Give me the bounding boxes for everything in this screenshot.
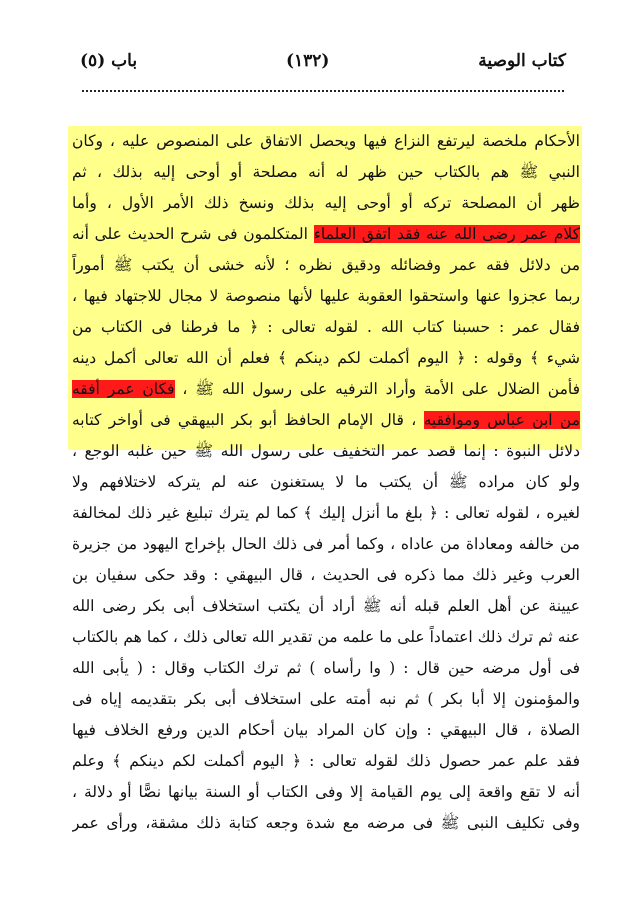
text-line: لغيره ، لقوله تعالى : ﴿ بلغ ما أنزل إليك ﴾ كما لم يترك تبليغ غير ذلك لمخالفة: [72, 504, 580, 522]
text-segment: ، قال الإمام الحافظ أبو بكر البيهقي فى أواخر كتابه: [72, 411, 417, 429]
text-line: أنه لا تقع واقعة إلى يوم القيامة إلا وفى الكتاب أو السنة بيانها نصًّا أو دلالة ،: [72, 783, 580, 801]
text-line: ولو كان مراده ﷺ أن يكتب ما لا يستغنون عنه لم يتركه لاختلافهم ولا: [72, 473, 580, 491]
red-highlight: من ابن عباس وموافقيه: [423, 411, 580, 429]
text-line: شيء ﴾ وقوله : ﴿ اليوم أكملت لكم دينكم ﴾ فعلم أن الله تعالى أكمل دينه: [72, 349, 580, 367]
text-line: [72, 405, 580, 436]
red-highlight: فكان عمر أفقه: [72, 380, 175, 398]
text-line: النبي ﷺ هم بالكتاب حين ظهر له أنه مصلحة أو أوحى إليه بذلك ، ثم: [72, 163, 580, 181]
text-line: عيينة عن أهل العلم قبله أنه ﷺ أراد أن يكتب استخلاف أبى بكر رضى الله: [72, 597, 580, 615]
text-segment: الحديث على أنه: [72, 225, 175, 243]
text-line: [72, 374, 580, 405]
text-line: والمؤمنون إلا أبا بكر ) ثم نبه أمته على استخلاف أبى بكر بتقديمه إياه فى: [72, 690, 580, 708]
text-segment: المتكلمون فى شرح: [179, 225, 308, 243]
text-line: فى أول مرضه حين قال : ( وا رأساه ) ثم ترك الكتاب وقال : ( يأبى الله: [72, 659, 580, 677]
page-number: (١٣٢): [285, 51, 330, 71]
text-line: ظهر أن المصلحة تركه أو أوحى إليه بذلك ونسخ ذلك الأمر الأول ، وأما: [72, 194, 580, 212]
header-divider: [82, 90, 564, 92]
text-line: الصلاة ، قال البيهقي : وإن كان المراد بيان أحكام الدين ورفع الخلاف فيها: [72, 721, 580, 739]
text-line: فقال عمر : حسبنا كتاب الله . لقوله تعالى : ﴿ ما فرطنا فى الكتاب من: [72, 318, 580, 336]
book-title: كتاب الوصية: [478, 51, 566, 71]
page-header: [80, 46, 566, 76]
text-line: الأحكام ملخصة ليرتفع النزاع فيها ويحصل الاتفاق على المنصوص عليه ، وكان: [72, 132, 580, 150]
chapter-label: باب (٥): [80, 51, 138, 71]
text-line: وفى تكليف النبى ﷺ فى مرضه مع شدة وجعه كتابة ذلك مشقة، ورأى عمر: [72, 814, 580, 832]
text-segment: فأمن الضلال على الأمة وأراد الترفيه على رسول الله ﷺ ،: [182, 380, 580, 398]
text-line: عنه ثم ترك ذلك اعتماداً على ما علمه من تقدير الله تعالى ذلك ، كما هم بالكتاب: [72, 628, 580, 646]
text-line: ربما عجزوا عنها واستحقوا العقوبة عليها لأنها منصوصة لا مجال للاجتهاد فيها ،: [72, 287, 580, 305]
red-highlight: كلام عمر رضى الله عنه فقد اتفق العلماء: [313, 225, 580, 243]
text-line: من دلائل فقه عمر وفضائله ودقيق نظره ؛ لأنه خشى أن يكتب ﷺ أموراً: [72, 256, 580, 274]
text-line: من خالفه ومعاداة من عاداه ، وكما أمر فى ذلك الحال بإخراج اليهود من جزيرة: [72, 535, 580, 553]
text-line: فقد علم عمر حصول ذلك لقوله تعالى : ﴿ اليوم أكملت لكم دينكم ﴾ وعلم: [72, 752, 580, 770]
text-line: [72, 219, 580, 250]
text-line: العرب وغير ذلك مما ذكره فى الحديث ، قال البيهقي : وقد حكى سفيان بن: [72, 566, 580, 584]
body-text: [72, 126, 580, 839]
text-line: دلائل النبوة : إنما قصد عمر التخفيف على رسول الله ﷺ حين غلبه الوجع ،: [72, 442, 580, 460]
